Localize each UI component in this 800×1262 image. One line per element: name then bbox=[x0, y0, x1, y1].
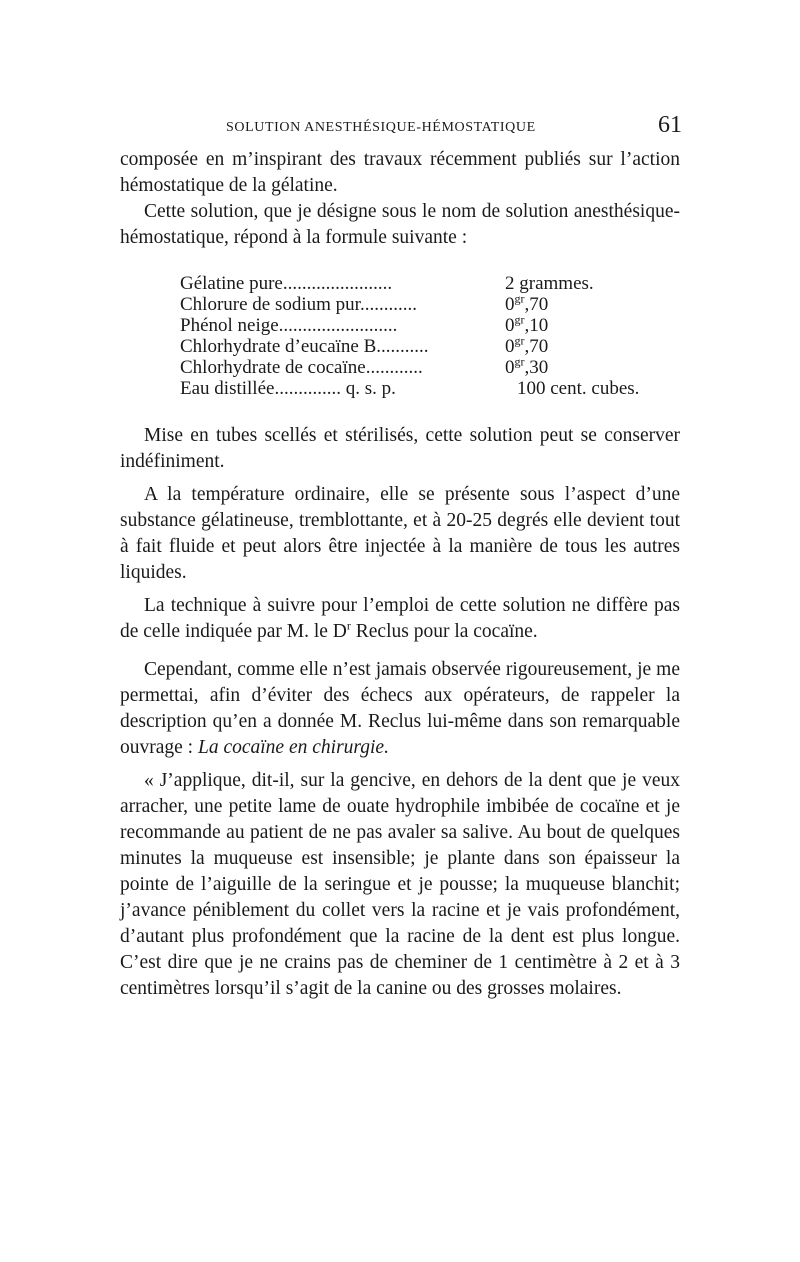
paragraph-continuation: composée en m’inspirant des travaux récemment publiés sur l’action hémostatique de la gélatine. bbox=[120, 149, 680, 196]
formula-quantity: 2 grammes. bbox=[505, 273, 594, 294]
formula-quantity: 100 cent. cubes. bbox=[517, 378, 640, 399]
paragraph-temperature: A la température ordinaire, elle se présente sous l’aspect d’une substance gélatineuse, tremblottante, et à 20-25 degrés elle devient tout à fait fluide et peut alors être injectée à la manière de tous les autres liquides. bbox=[120, 484, 680, 583]
paragraph-storage: Mise en tubes scellés et stérilisés, cette solution peut se conserver indéfiniment. bbox=[120, 425, 680, 472]
paragraph-technique: La technique à suivre pour l’emploi de cette solution ne diffère pas de celle indiquée par M. le $D^r$ Reclus pour la cocaïne. bbox=[120, 595, 680, 642]
formula-ingredient: Chlorhydrate de cocaïne............ bbox=[180, 357, 423, 378]
book-title: La cocaïne en chirurgie. bbox=[197, 737, 389, 758]
formula-ingredient: Chlorure de sodium pur............ bbox=[180, 294, 417, 315]
formula-row bbox=[180, 378, 680, 399]
paragraph-formula-intro: Cette solution, que je désigne sous le nom de solution anesthésique-hémostatique, répond à la formule suivante : bbox=[120, 201, 680, 248]
paragraph-reclus: Cependant, comme elle n’est jamais observée rigoureusement, je me permettai, afin d’éviter des échecs aux opérateurs, de rappeler la description qu’en a donnée M. Reclus lui-même dans son remarquable ouvrage : La cocaïne en chirurgie. bbox=[120, 659, 680, 758]
formula-quantity: $0^{gr},30$ bbox=[505, 354, 549, 378]
formula-quantity: $0^{gr},70$ bbox=[505, 333, 549, 357]
formula-ingredient: Gélatine pure....................... bbox=[180, 273, 393, 294]
formula-row bbox=[180, 312, 680, 336]
formula-row bbox=[180, 273, 680, 294]
formula-row bbox=[180, 333, 680, 357]
running-title: SOLUTION ANESTHÉSIQUE-HÉMOSTATIQUE bbox=[226, 120, 536, 135]
formula-ingredient: Chlorhydrate d’eucaïne B........... bbox=[180, 336, 429, 357]
page-number: 61 bbox=[658, 112, 682, 138]
formula-quantity: $0^{gr},70$ bbox=[505, 291, 549, 315]
formula-ingredient: Phénol neige......................... bbox=[180, 315, 398, 336]
formula-table bbox=[180, 273, 680, 399]
formula-ingredient: Eau distillée.............. q. s. p. bbox=[180, 378, 396, 399]
running-head bbox=[226, 112, 682, 142]
formula-quantity: $0^{gr},10$ bbox=[505, 312, 549, 336]
paragraph-quotation: « J’applique, dit-il, sur la gencive, en dehors de la dent que je veux arracher, une petite lame de ouate hydrophile imbibée de cocaïne et je recommande au patient de ne pas avaler sa salive. Au bout de quelques minutes la muqueuse est insensible; je plante dans son épaisseur la pointe de l’aiguille de la seringue et je pousse; la muqueuse blanchit; j’avance péniblement du collet vers la racine et je vais profondément, d’autant plus profondément que la racine de la dent est plus longue. C’est dire que je ne crains pas de cheminer de 1 centimètre à 2 et à 3 centimètres lorsqu’il s’agit de la canine ou des grosses molaires. bbox=[120, 770, 680, 999]
body-text bbox=[120, 147, 680, 1002]
formula-row bbox=[180, 354, 680, 378]
formula-row bbox=[180, 291, 680, 315]
